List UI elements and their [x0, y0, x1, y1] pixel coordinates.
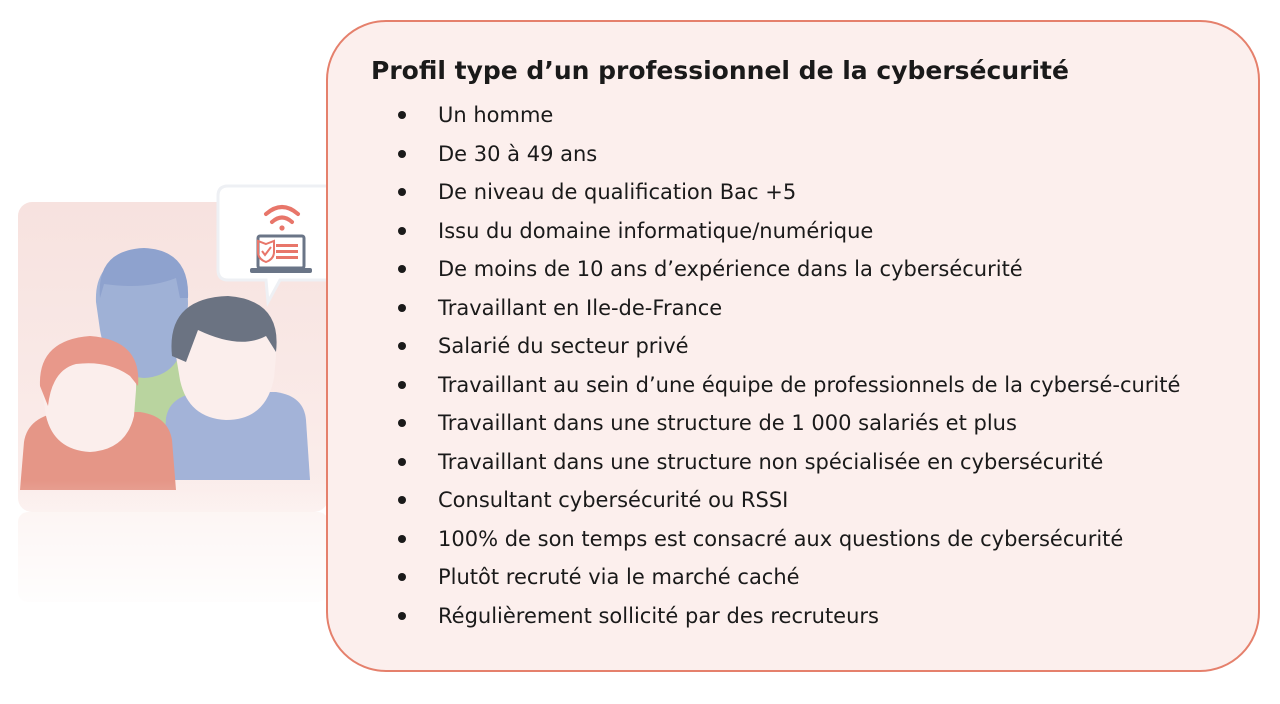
bullet-icon	[398, 612, 406, 620]
list-item-text: Travaillant en Ile-de-France	[438, 295, 723, 320]
list-item	[394, 599, 1194, 638]
profile-title: Profil type d’un professionnel de la cybersécurité	[371, 56, 1069, 85]
list-item-text: De 30 à 49 ans	[438, 141, 598, 166]
bullet-icon	[398, 458, 406, 466]
people-cybersecurity-illustration	[0, 180, 360, 620]
profile-card	[326, 20, 1260, 672]
list-item-text: De moins de 10 ans d’expérience dans la cybersécurité	[438, 257, 1023, 281]
list-item-text: Plutôt recruté via le marché caché	[438, 565, 800, 589]
list-item-text: Travaillant au sein d’une équipe de professionnels de la cybersé-curité	[438, 372, 1181, 397]
bullet-icon	[398, 188, 406, 196]
list-item-text: Consultant cybersécurité ou RSSI	[438, 488, 789, 512]
bullet-icon	[398, 304, 406, 312]
list-item	[394, 406, 1194, 445]
bullet-icon	[398, 496, 406, 504]
list-item	[394, 175, 1194, 214]
profile-list	[394, 98, 1194, 637]
list-item	[394, 214, 1194, 253]
list-item	[394, 98, 1194, 137]
list-item-text: Régulièrement sollicité par des recruteurs	[438, 603, 879, 628]
list-item-text: Un homme	[438, 103, 554, 127]
list-item	[394, 560, 1194, 599]
bullet-icon	[398, 265, 406, 273]
bullet-icon	[398, 419, 406, 427]
list-item-text: 100% de son temps est consacré aux questions de cybersécurité	[438, 526, 1124, 551]
list-item-text: Salarié du secteur privé	[438, 334, 689, 358]
list-item	[394, 252, 1194, 291]
bullet-icon	[398, 111, 406, 119]
list-item-text: Travaillant dans une structure non spécialisée en cybersécurité	[438, 449, 1104, 474]
bullet-icon	[398, 227, 406, 235]
list-item-text: De niveau de qualification Bac +5	[438, 180, 797, 204]
list-item-text: Travaillant dans une structure de 1 000 salariés et plus	[438, 411, 1017, 435]
list-item	[394, 445, 1194, 484]
list-item	[394, 522, 1194, 561]
bullet-icon	[398, 381, 406, 389]
bullet-icon	[398, 150, 406, 158]
list-item-text: Issu du domaine informatique/numérique	[438, 218, 874, 243]
bullet-icon	[398, 573, 406, 581]
list-item	[394, 137, 1194, 176]
list-item	[394, 483, 1194, 522]
bullet-icon	[398, 342, 406, 350]
list-item	[394, 368, 1194, 407]
bullet-icon	[398, 535, 406, 543]
list-item	[394, 291, 1194, 330]
list-item	[394, 329, 1194, 368]
